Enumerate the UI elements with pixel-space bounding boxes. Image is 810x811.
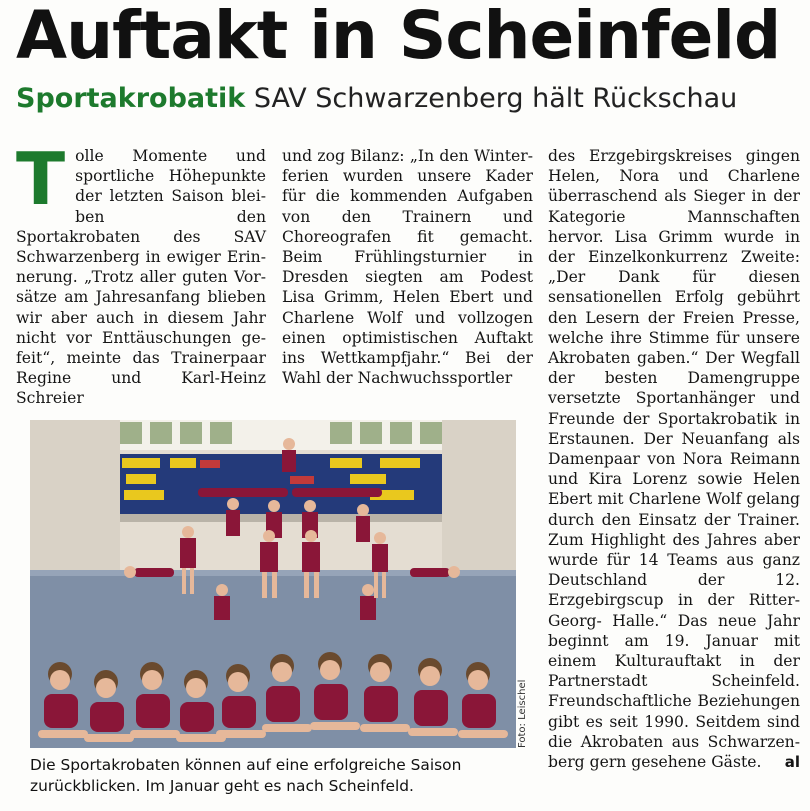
article-column-1 bbox=[16, 137, 266, 409]
article-column-2 bbox=[282, 146, 533, 388]
photo-caption: Die Sportakrobaten können auf eine erfolgreiche Saison zurückblicken. Im Januar geht es nach Scheinfeld. bbox=[30, 756, 462, 795]
acrobatics-photo bbox=[30, 420, 516, 748]
column-1-text: olle Momente und sportliche Höhepunkte der letzten Saison bleiben den Sportakrobaten des SAV Schwarzenberg in ewiger Erinnerung. „Trotz aller guten Vorsätze am Jahresanfang blieben wir aber auch in diesem Jahr nicht vor Enttäuschungen gefeit“, meinte das Trainerpaar Regine und Karl-Heinz Schreier bbox=[16, 147, 266, 408]
headline: Auftakt in Scheinfeld bbox=[16, 0, 781, 74]
photo-credit: Foto: Leischel bbox=[517, 679, 528, 748]
subheadline bbox=[16, 82, 737, 116]
column-3-text bbox=[548, 146, 800, 772]
column-3-body: des Erzgebirgskreises gingen Helen, Nora und Charlene überraschend als Sieger in der Kategorie Mannschaften hervor. Lisa Grimm wurde in der Einzelkonkurrenz Zweite: „Der Dank für diesen sensationellen Erfolg gebührt den Lesern der Freien Presse, welche ihre Stimme für unsere Akrobaten gaben.“ Der Wegfall der besten Damengruppe versetzte Sportanhänger und Freunde der Sportakrobatik in Erstaunen. Der Neuanfang als Damenpaar von Nora Reimann und Kira Lorenz sowie Helen Ebert mit Charlene Wolf gelang durch den Einsatz der Trainer. Zum Highlight des Jahres aber wurde für 14 Teams aus ganz Deutschland der 12. Erzgebirgscup in der Ritter- Georg- Halle.“ Das neue Jahr beginnt am 19. Januar mit einem Kulturauftakt in der Partnerstadt Scheinfeld. Freundschaftliche Beziehungen gibt es seit 1990. Seitdem sind die Akrobaten aus Schwarzenberg gern gesehene Gäste. bbox=[548, 147, 800, 772]
subtitle: SAV Schwarzenberg hält Rückschau bbox=[253, 83, 738, 114]
kicker: Sportakrobatik bbox=[16, 83, 246, 114]
author-initials: al bbox=[784, 753, 800, 772]
gymnasts-illustration bbox=[30, 420, 516, 748]
article-column-3 bbox=[548, 146, 800, 772]
column-2-text: und zog Bilanz: „In den Winterferien wurden unsere Kader für die kommenden Aufgaben von den Trainern und Choreografen fit gemacht. Beim Frühlingsturnier in Dresden siegten am Podest Lisa Grimm, Helen Ebert und Charlene Wolf und vollzogen einen optimistischen Auftakt ins Wettkampfjahr.“ Bei der Wahl der Nachwuchssportler bbox=[282, 147, 533, 388]
drop-cap: T bbox=[16, 137, 66, 221]
